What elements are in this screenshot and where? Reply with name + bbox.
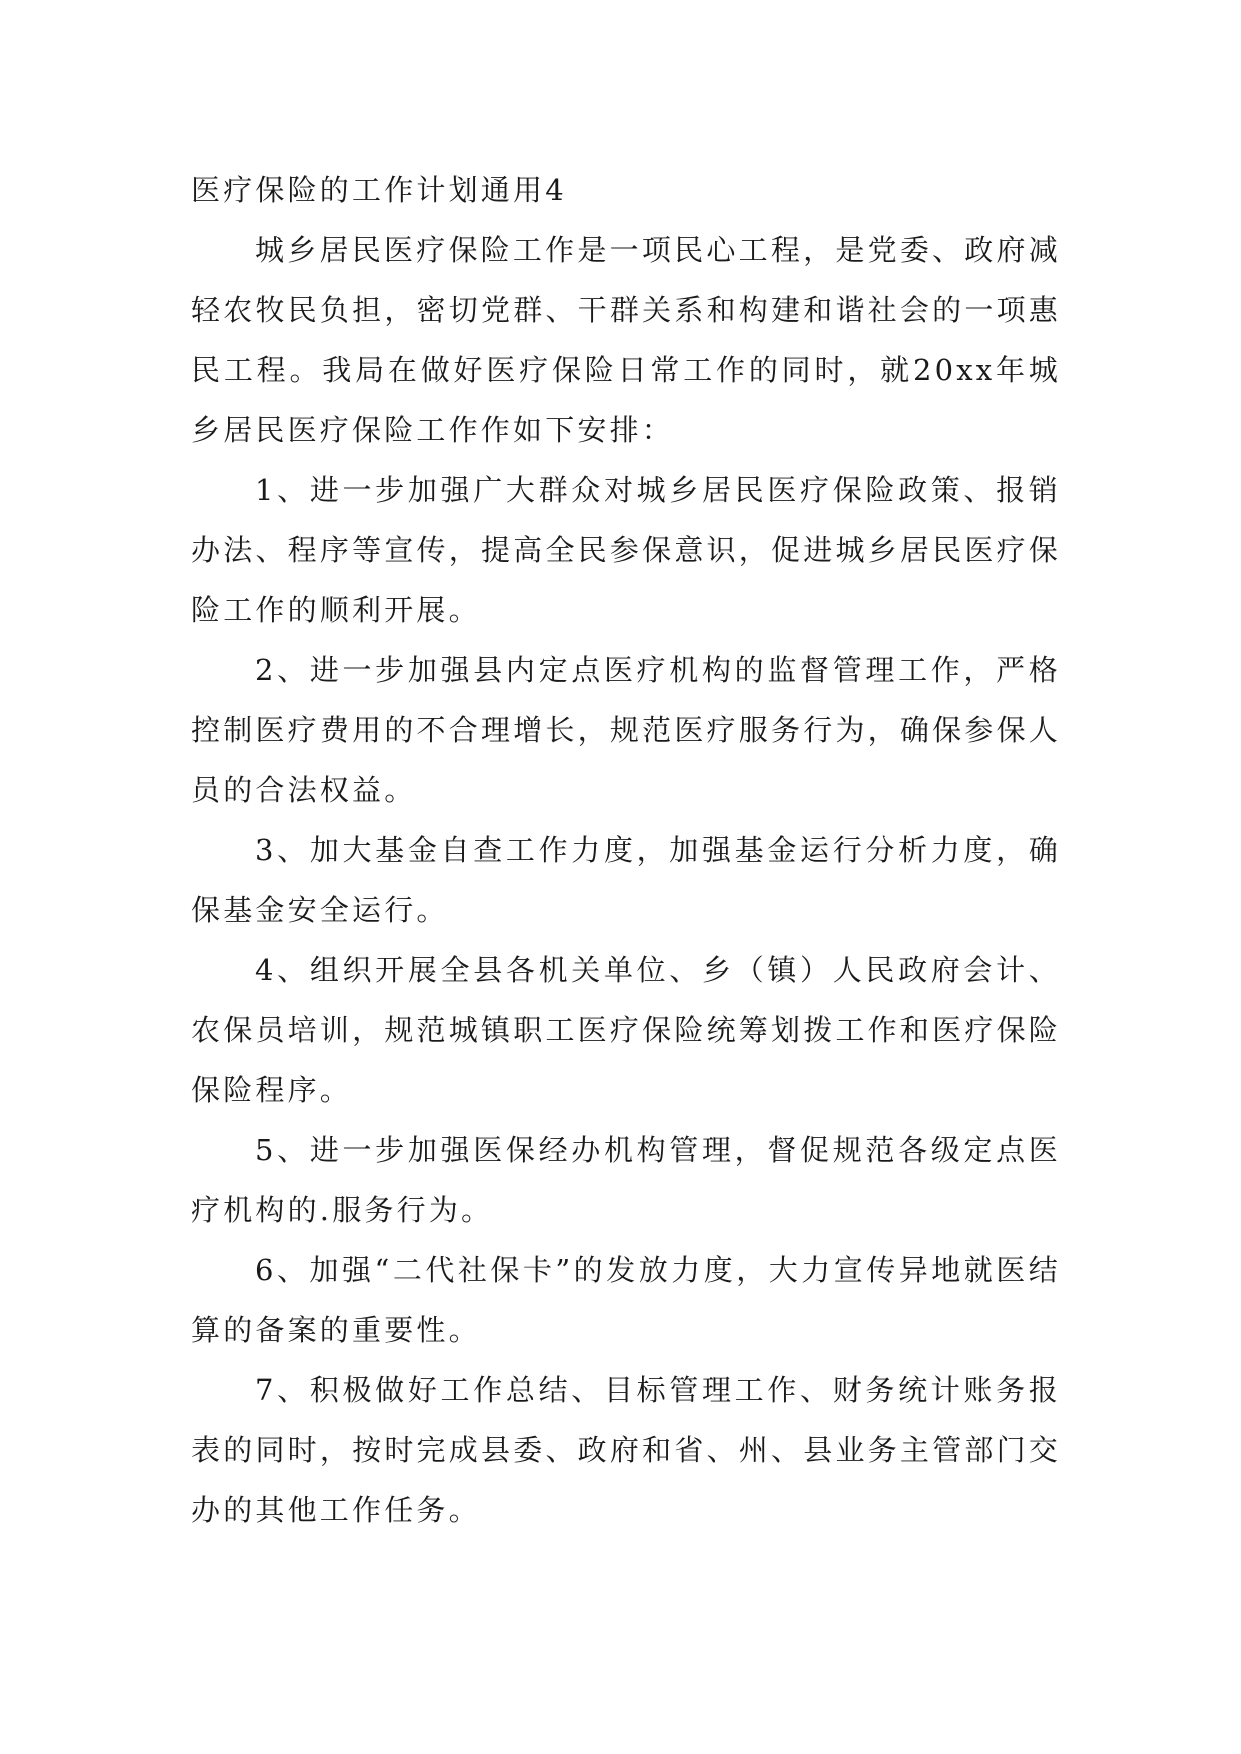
paragraph-item-2: 2、进一步加强县内定点医疗机构的监督管理工作，严格控制医疗费用的不合理增长，规范医疗服务行为，确保参保人员的合法权益。 — [191, 653, 1061, 807]
paragraph-item-4: 4、组织开展全县各机关单位、乡（镇）人民政府会计、农保员培训，规范城镇职工医疗保险统筹划拨工作和医疗保险保险程序。 — [191, 953, 1061, 1107]
paragraph-item-6: 6、加强“二代社保卡”的发放力度，大力宣传异地就医结算的备案的重要性。 — [191, 1253, 1061, 1347]
paragraph-intro: 城乡居民医疗保险工作是一项民心工程，是党委、政府减轻农牧民负担，密切党群、干群关系和构建和谐社会的一项惠民工程。我局在做好医疗保险日常工作的同时，就20xx年城乡居民医疗保险工作作如下安排： — [191, 233, 1061, 447]
paragraph-item-7: 7、积极做好工作总结、目标管理工作、财务统计账务报表的同时，按时完成县委、政府和省、州、县业务主管部门交办的其他工作任务。 — [191, 1373, 1061, 1527]
paragraph-item-3: 3、加大基金自查工作力度，加强基金运行分析力度，确保基金安全运行。 — [191, 833, 1061, 927]
document-body — [191, 160, 1061, 1540]
paragraph-item-1: 1、进一步加强广大群众对城乡居民医疗保险政策、报销办法、程序等宣传，提高全民参保意识，促进城乡居民医疗保险工作的顺利开展。 — [191, 473, 1061, 627]
paragraph-item-5: 5、进一步加强医保经办机构管理，督促规范各级定点医疗机构的.服务行为。 — [191, 1133, 1061, 1227]
document-title: 医疗保险的工作计划通用4 — [191, 173, 567, 207]
